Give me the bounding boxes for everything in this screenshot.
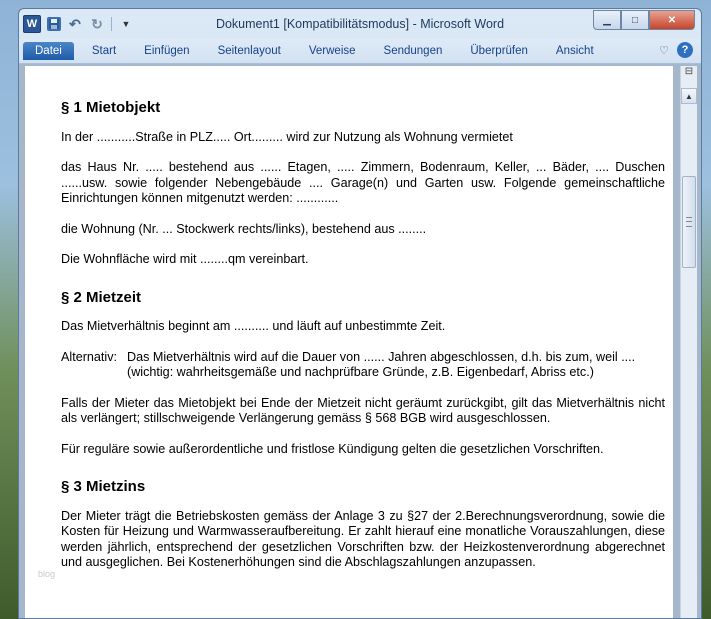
section-heading: § 2 Mietzeit [61,288,142,306]
tab-seitenlayout[interactable]: Seitenlayout [217,45,281,57]
tab-ueberpruefen[interactable]: Überprüfen [470,45,528,57]
paragraph: Der Mieter trägt die Betriebskosten gemäss der Anlage 3 zu §27 der 2.Berechnungsverordnung, sowie die Kosten für Heizung und Warmwasseraufbereitung. Er zahlt hierauf eine monatliche Vorauszahlungen, diese werden jährlich, entsprechend der gesetzlichen Vorschriften bzw. der Heizkostenverordnung abgerechnet und ausgeglichen. Bei Kostenerhöhungen sind die Abschlagszahlungen anzupassen. [61,508,665,569]
tab-verweise[interactable]: Verweise [308,45,356,57]
alternative-clause [61,350,665,381]
alternative-text [127,350,665,381]
word-window [18,8,702,619]
ruler-toggle-icon[interactable]: ⊟ [684,66,694,77]
tab-sendungen[interactable]: Sendungen [383,45,443,57]
tab-einfuegen[interactable]: Einfügen [144,45,190,57]
paragraph: Falls der Mieter das Mietobjekt bei Ende der Mietzeit nicht geräumt zurückgibt, gilt das Mietverhältnis nicht als verlängert; stillschweigende Verlängerung gemäss § 568 BGB wird ausgeschlossen. [61,395,665,425]
alternative-line: (wichtig: wahrheitsgemäße und nachprüfbare Gründe, z.B. Eigenbedarf, Abriss etc.) [127,365,594,379]
document-page[interactable] [25,66,673,618]
section-heading: § 1 Mietobjekt [61,99,161,116]
window-controls [593,10,695,30]
undo-icon[interactable]: ↶ [69,15,81,32]
title-bar [19,9,701,39]
window-title: Dokument1 [Kompatibilitätsmodus] - Microsoft Word [215,17,505,31]
ribbon-tabs [23,42,594,60]
ribbon-tab-bar [19,39,701,64]
vertical-scrollbar[interactable] [680,66,697,618]
minimize-button[interactable]: ▁ [593,10,621,30]
paragraph: die Wohnung (Nr. ... Stockwerk rechts/links), bestehend aus ........ [61,221,427,236]
alternative-line: Das Mietverhältnis wird auf die Dauer von ...... Jahren abgeschlossen, d.h. bis zum, weil .... [127,349,636,364]
scrollbar-thumb[interactable] [682,176,696,268]
paragraph: Die Wohnfläche wird mit ........qm vereinbart. [61,252,309,266]
ribbon-right-controls [659,42,693,58]
help-icon[interactable]: ? [677,42,693,58]
paragraph: das Haus Nr. ..... bestehend aus ...... Etagen, ..... Zimmern, Bodenraum, Keller, ... Bäder, .... Duschen ......usw. sowie folgender Nebengebäude .... Garage(n) und Garten usw. Folgende gemeinschaftliche Einrichtungen können mitgenutzt werden: ............ [61,160,665,205]
redo-icon[interactable]: ↻ [91,15,103,32]
paragraph: In der ...........Straße in PLZ..... Ort......... wird zur Nutzung als Wohnung vermietet [61,129,513,144]
watermark: blog [38,569,56,579]
maximize-button[interactable]: □ [621,10,649,30]
tab-ansicht[interactable]: Ansicht [555,45,594,57]
paragraph: Für reguläre sowie außerordentliche und fristlose Kündigung gelten die gesetzlichen Vorschriften. [61,441,604,456]
paragraph: Das Mietverhältnis beginnt am .......... und läuft auf unbestimmte Zeit. [61,319,446,333]
close-button[interactable]: ✕ [649,10,695,30]
section-heading: § 3 Mietzins [61,478,146,495]
document-content [61,78,665,586]
alternative-label: Alternativ: [61,349,117,364]
customize-toolbar-icon[interactable]: ▼ [121,19,131,29]
grip-icon [686,217,692,227]
minimize-ribbon-icon[interactable]: ♡ [659,44,669,57]
tab-datei[interactable]: Datei [23,42,74,60]
word-app-icon[interactable]: W [23,15,41,33]
scroll-up-button[interactable]: ▲ [681,88,697,104]
tab-start[interactable]: Start [91,45,117,57]
document-area [19,64,701,618]
